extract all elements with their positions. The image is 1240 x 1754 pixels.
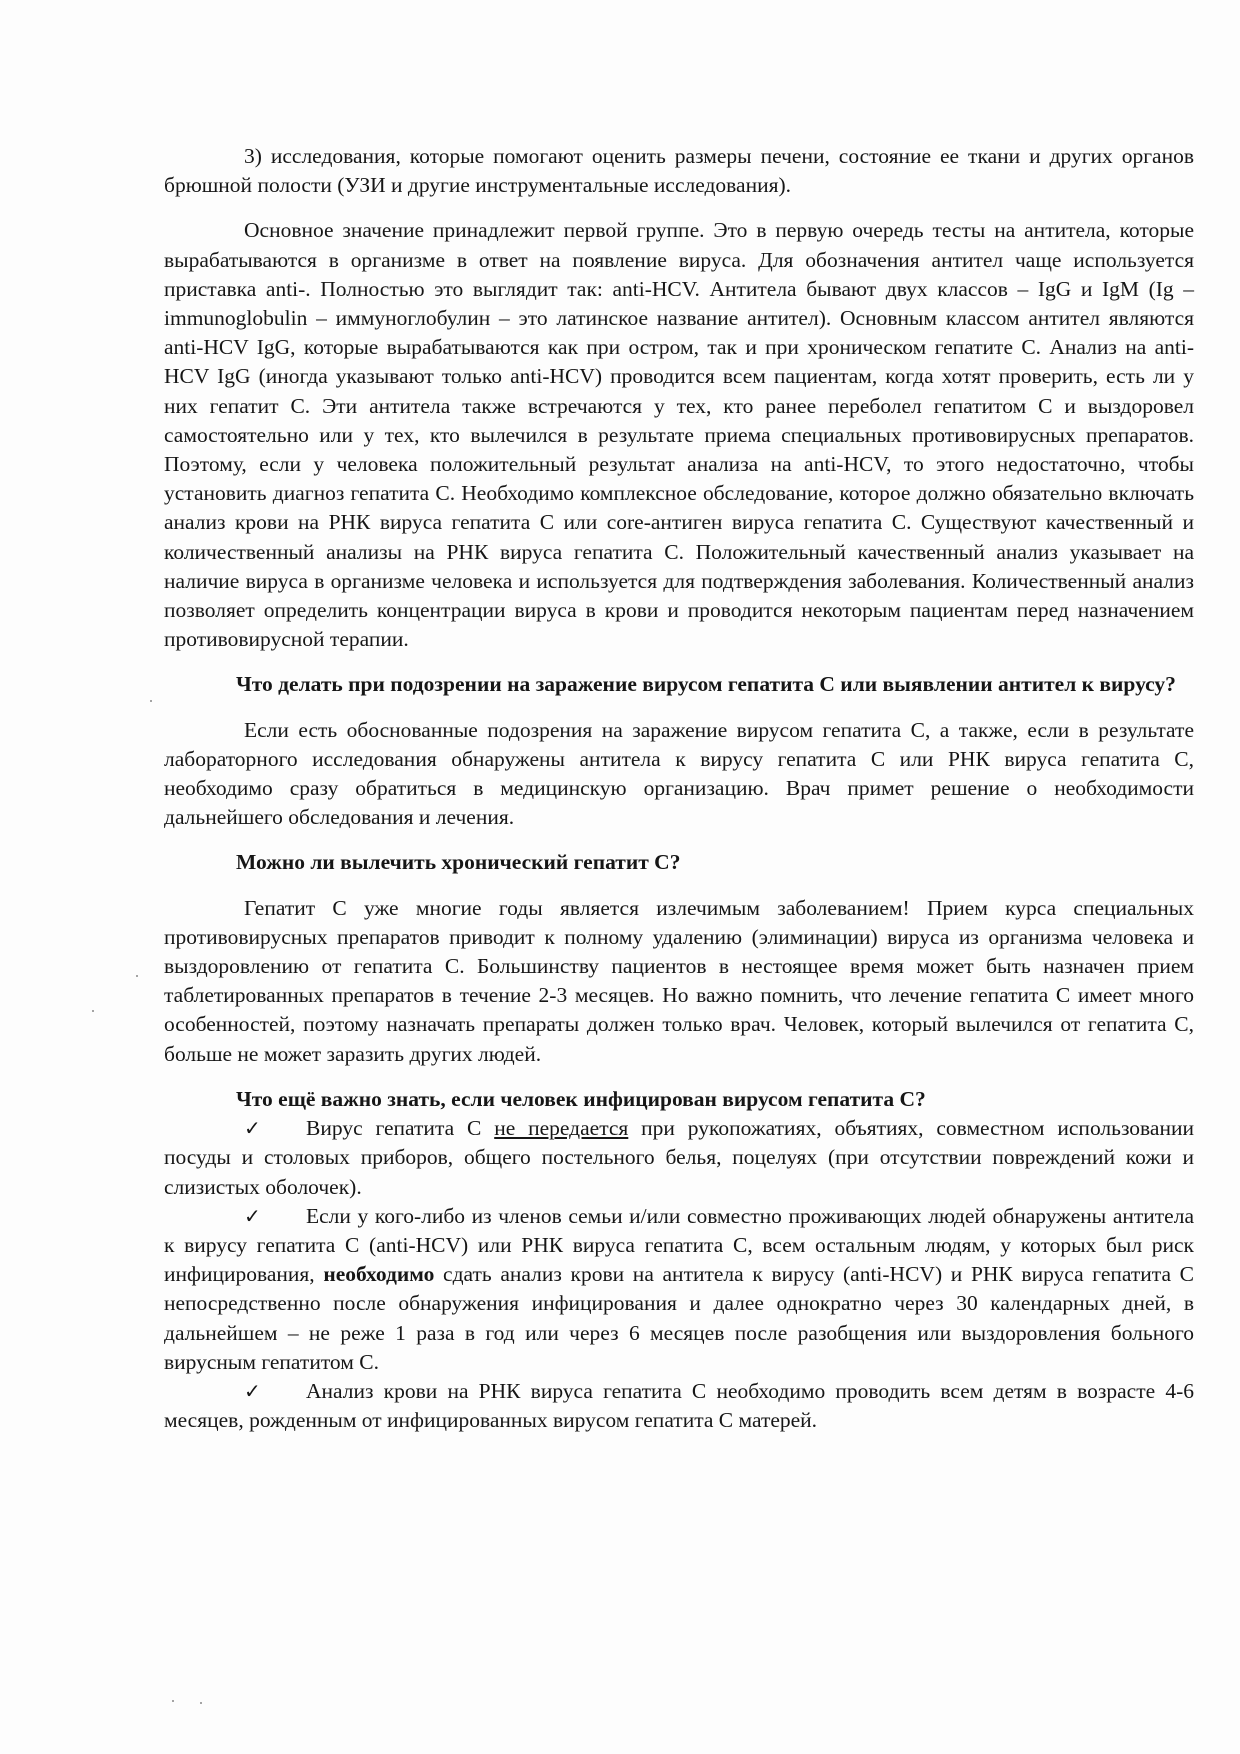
scan-speck bbox=[92, 1010, 94, 1012]
paragraph-research-list-item-3: 3) исследования, которые помогают оценить размеры печени, состояние ее ткани и других органов брюшной полости (УЗИ и другие инструментальные исследования). bbox=[164, 144, 1194, 198]
checklist-item-2-post: сдать анализ крови на антитела к вирусу (anti-HCV) и РНК вируса гепатита С непосредственно после обнаружения инфицирования и далее однократно через 30 календарных дней, в дальнейшем – не реже 1 раза в год или через 6 месяцев после разобщения или выздоровления больного вирусным гепатитом С. bbox=[164, 1262, 1194, 1374]
checkmark-icon: ✓ bbox=[244, 1378, 261, 1403]
checklist-item-1-pre: Вирус гепатита С bbox=[306, 1116, 495, 1141]
checklist-item-1-underlined: не передается bbox=[494, 1116, 629, 1141]
paragraph-antibody-tests: Основное значение принадлежит первой группе. Это в первую очередь тесты на антитела, которые вырабатываются в организме в ответ на появление вируса. Для обозначения антител чаще используется приставка anti-. Полностью это выглядит так: anti-HCV. Антитела бывают двух классов – IgG и IgM (Ig – immunoglobulin – иммуноглобулин – это латинское название антител). Основным классом антител являются anti-HCV IgG, которые вырабатываются как при остром, так и при хроническом гепатите С. Анализ на anti-HCV IgG (иногда указывают только anti-HCV) проводится всем пациентам, когда хотят проверить, есть ли у них гепатит С. Эти антитела также встречаются у тех, кто ранее переболел гепатитом С и выздоровел самостоятельно или у тех, кто вылечился в результате приема специальных противовирусных препаратов. Поэтому, если у человека положительный результат анализа на anti-HCV, то этого недостаточно, чтобы установить диагноз гепатита С. Необходимо комплексное обследование, которое должно обязательно включать анализ крови на РНК вируса гепатита С или core-антиген вируса гепатита С. Существуют качественный и количественный анализы на РНК вируса гепатита С. Положительный качественный анализ указывает на наличие вируса в организме человека и используется для подтверждения заболевания. Количественный анализ позволяет определить концентрации вируса в крови и проводится некоторым пациентам перед назначением противовирусной терапии. bbox=[164, 218, 1194, 652]
checklist-item-1-post: при рукопожатиях, объятиях, совместном использовании посуды и столовых приборов, общего постельного белья, поцелуях (при отсутствии повреждений кожи и слизистых оболочек). bbox=[164, 1116, 1194, 1199]
scan-speck bbox=[172, 1700, 174, 1702]
heading-suspected-infection: Что делать при подозрении на заражение вирусом гепатита С или выявлении антител к вирусу? bbox=[236, 672, 1176, 697]
paragraph-suspected-infection: Если есть обоснованные подозрения на заражение вирусом гепатита С, а также, если в результате лабораторного исследования обнаружены антитела к вирусу гепатита С или РНК вируса гепатита С, необходимо сразу обратиться в медицинскую организацию. Врач примет решение о необходимости дальнейшего обследования и лечения. bbox=[164, 717, 1194, 830]
scan-speck bbox=[136, 975, 138, 977]
checklist-item-2-pre: Если у кого-либо из членов семьи и/или совместно проживающих людей обнаружены антитела к вирусу гепатита С (anti-HCV) или РНК вируса гепатита С, всем остальным людям, у которых был риск инфицирования, bbox=[164, 1203, 1194, 1287]
checklist-item-children-testing bbox=[164, 1377, 1194, 1435]
scan-speck bbox=[150, 700, 152, 702]
checkmark-icon: ✓ bbox=[244, 1116, 261, 1141]
checkmark-icon: ✓ bbox=[244, 1203, 261, 1228]
document-body bbox=[164, 142, 1194, 1435]
checklist-item-family-testing bbox=[164, 1202, 1194, 1377]
checklist-item-transmission bbox=[164, 1114, 1194, 1202]
checklist-item-2-bold: необходимо bbox=[323, 1262, 435, 1287]
paragraph-curability: Гепатит С уже многие годы является излечимым заболеванием! Прием курса специальных противовирусных препаратов приводит к полному удалению (элиминации) вируса из организма человека и выздоровлению от гепатита С. Большинству пациентов в нестоящее время может быть назначен прием таблетированных препаратов в течение 2-3 месяцев. Но важно помнить, что лечение гепатита С имеет много особенностей, поэтому назначать препараты должен только врач. Человек, который вылечился от гепатита С, больше не может заразить других людей. bbox=[164, 895, 1194, 1066]
heading-important-facts: Что ещё важно знать, если человек инфицирован вирусом гепатита С? bbox=[236, 1086, 926, 1111]
scan-speck bbox=[200, 1702, 202, 1704]
checklist-item-3-text: Анализ крови на РНК вируса гепатита С необходимо проводить всем детям в возрасте 4-6 месяцев, рожденным от инфицированных вирусом гепатита С матерей. bbox=[164, 1378, 1194, 1433]
heading-curability: Можно ли вылечить хронический гепатит С? bbox=[236, 850, 681, 875]
